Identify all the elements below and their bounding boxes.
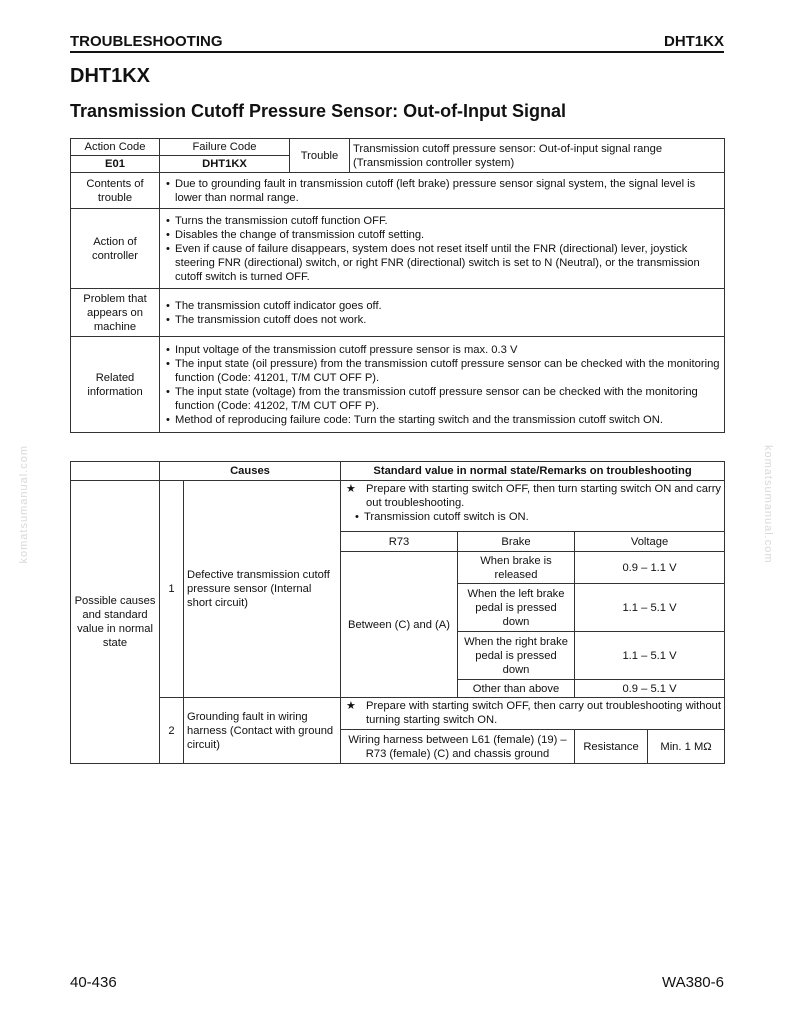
cause-description: Grounding fault in wiring harness (Contact with ground circuit) — [184, 698, 341, 764]
failure-code-title: DHT1KX — [70, 65, 151, 87]
model-name: WA380-6 — [662, 974, 724, 991]
causes-header: Causes — [160, 462, 341, 481]
voltage-value: 1.1 – 5.1 V — [575, 632, 725, 680]
star-icon: ★ — [346, 483, 357, 495]
watermark-right: komatsumanual.com — [762, 445, 774, 564]
harness-description: Wiring harness between L61 (female) (19) – R73 (female) (C) and chassis ground — [341, 730, 575, 764]
problem-item: • The transmission cutoff indicator goes off. — [163, 299, 721, 313]
row-content-action — [160, 209, 725, 289]
action-item: • Turns the transmission cutoff function OFF. — [163, 214, 721, 228]
row-content-problem — [160, 289, 725, 337]
cause-1-bullet: • Transmission cutoff switch is ON. — [352, 510, 721, 524]
cause-number: 1 — [160, 481, 184, 698]
related-item: • Input voltage of the transmission cutoff pressure sensor is max. 0.3 V — [163, 343, 721, 357]
brake-condition: When the left brake pedal is pressed down — [458, 584, 575, 632]
failure-code-label: Failure Code — [160, 139, 290, 156]
action-item: • Even if cause of failure disappears, system does not reset itself until the FNR (directional) lever, joystick steering FNR (directional) switch, or right FNR (directional) switch is set to N (Neutral), or the transmission cutoff switch is turned OFF. — [163, 242, 721, 284]
voltage-value: 1.1 – 5.1 V — [575, 584, 725, 632]
brake-condition: Other than above — [458, 680, 575, 698]
related-item: • The input state (voltage) from the transmission cutoff pressure sensor can be checked with the monitoring function (Code: 41202, T/M CUT OFF P). — [163, 385, 721, 413]
col-connector-header: R73 — [341, 532, 458, 552]
brake-condition: When brake is released — [458, 552, 575, 584]
page-number: 40-436 — [70, 974, 117, 991]
action-code-label: Action Code — [71, 139, 160, 156]
col-brake-header: Brake — [458, 532, 575, 552]
watermark-left: komatsumanual.com — [18, 445, 30, 564]
failure-code-value: DHT1KX — [160, 156, 290, 173]
cause-2-note-text: Prepare with starting switch OFF, then carry out troubleshooting without turning starting switch ON. — [366, 700, 722, 726]
trouble-text-line-2: (Transmission controller system) — [353, 156, 515, 169]
voltage-value: 0.9 – 1.1 V — [575, 552, 725, 584]
related-item: • The input state (oil pressure) from the transmission cutoff pressure sensor can be checked with the monitoring function (Code: 41201, T/M CUT OFF P). — [163, 357, 721, 385]
standard-header: Standard value in normal state/Remarks on troubleshooting — [341, 462, 725, 481]
header-code: DHT1KX — [663, 33, 724, 50]
cause-1-note — [341, 481, 725, 532]
trouble-text-line-1: Transmission cutoff pressure sensor: Out-of-input signal range — [353, 142, 663, 155]
section-header: TROUBLESHOOTING — [70, 33, 223, 50]
row-label-action: Action of controller — [71, 209, 160, 289]
header-rule — [70, 51, 724, 53]
action-item: • Disables the change of transmission cutoff setting. — [163, 228, 721, 242]
col-voltage-header: Voltage — [575, 532, 725, 552]
contents-item: • Due to grounding fault in transmission cutoff (left brake) pressure sensor signal system, the signal level is lower than normal range. — [163, 177, 721, 205]
trouble-description — [350, 139, 725, 173]
measure-type: Resistance — [575, 730, 648, 764]
summary-table — [70, 138, 725, 433]
row-label-problem: Problem that appears on machine — [71, 289, 160, 337]
voltage-value: 0.9 – 5.1 V — [575, 680, 725, 698]
row-content-related — [160, 337, 725, 433]
resistance-value: Min. 1 MΩ — [648, 730, 725, 764]
causes-table — [70, 461, 725, 764]
possible-causes-label: Possible causes and standard value in normal state — [71, 481, 160, 764]
row-label-related: Related information — [71, 337, 160, 433]
row-content-contents — [160, 173, 725, 209]
cause-description: Defective transmission cutoff pressure sensor (Internal short circuit) — [184, 481, 341, 698]
trouble-label: Trouble — [290, 139, 350, 173]
related-item: • Method of reproducing failure code: Turn the starting switch and the transmission cutoff switch ON. — [163, 413, 721, 427]
causes-header-blank — [71, 462, 160, 481]
cause-number: 2 — [160, 698, 184, 764]
star-icon: ★ — [346, 700, 357, 712]
measure-between-cell: Between (C) and (A) — [341, 552, 458, 698]
problem-item: • The transmission cutoff does not work. — [163, 313, 721, 327]
brake-condition: When the right brake pedal is pressed down — [458, 632, 575, 680]
cause-1-note-text: Prepare with starting switch OFF, then turn starting switch ON and carry out troubleshooting. — [366, 483, 722, 509]
page-title: Transmission Cutoff Pressure Sensor: Out-of-Input Signal — [70, 101, 567, 121]
row-label-contents: Contents of trouble — [71, 173, 160, 209]
cause-2-note — [341, 698, 725, 730]
action-code-value: E01 — [71, 156, 160, 173]
